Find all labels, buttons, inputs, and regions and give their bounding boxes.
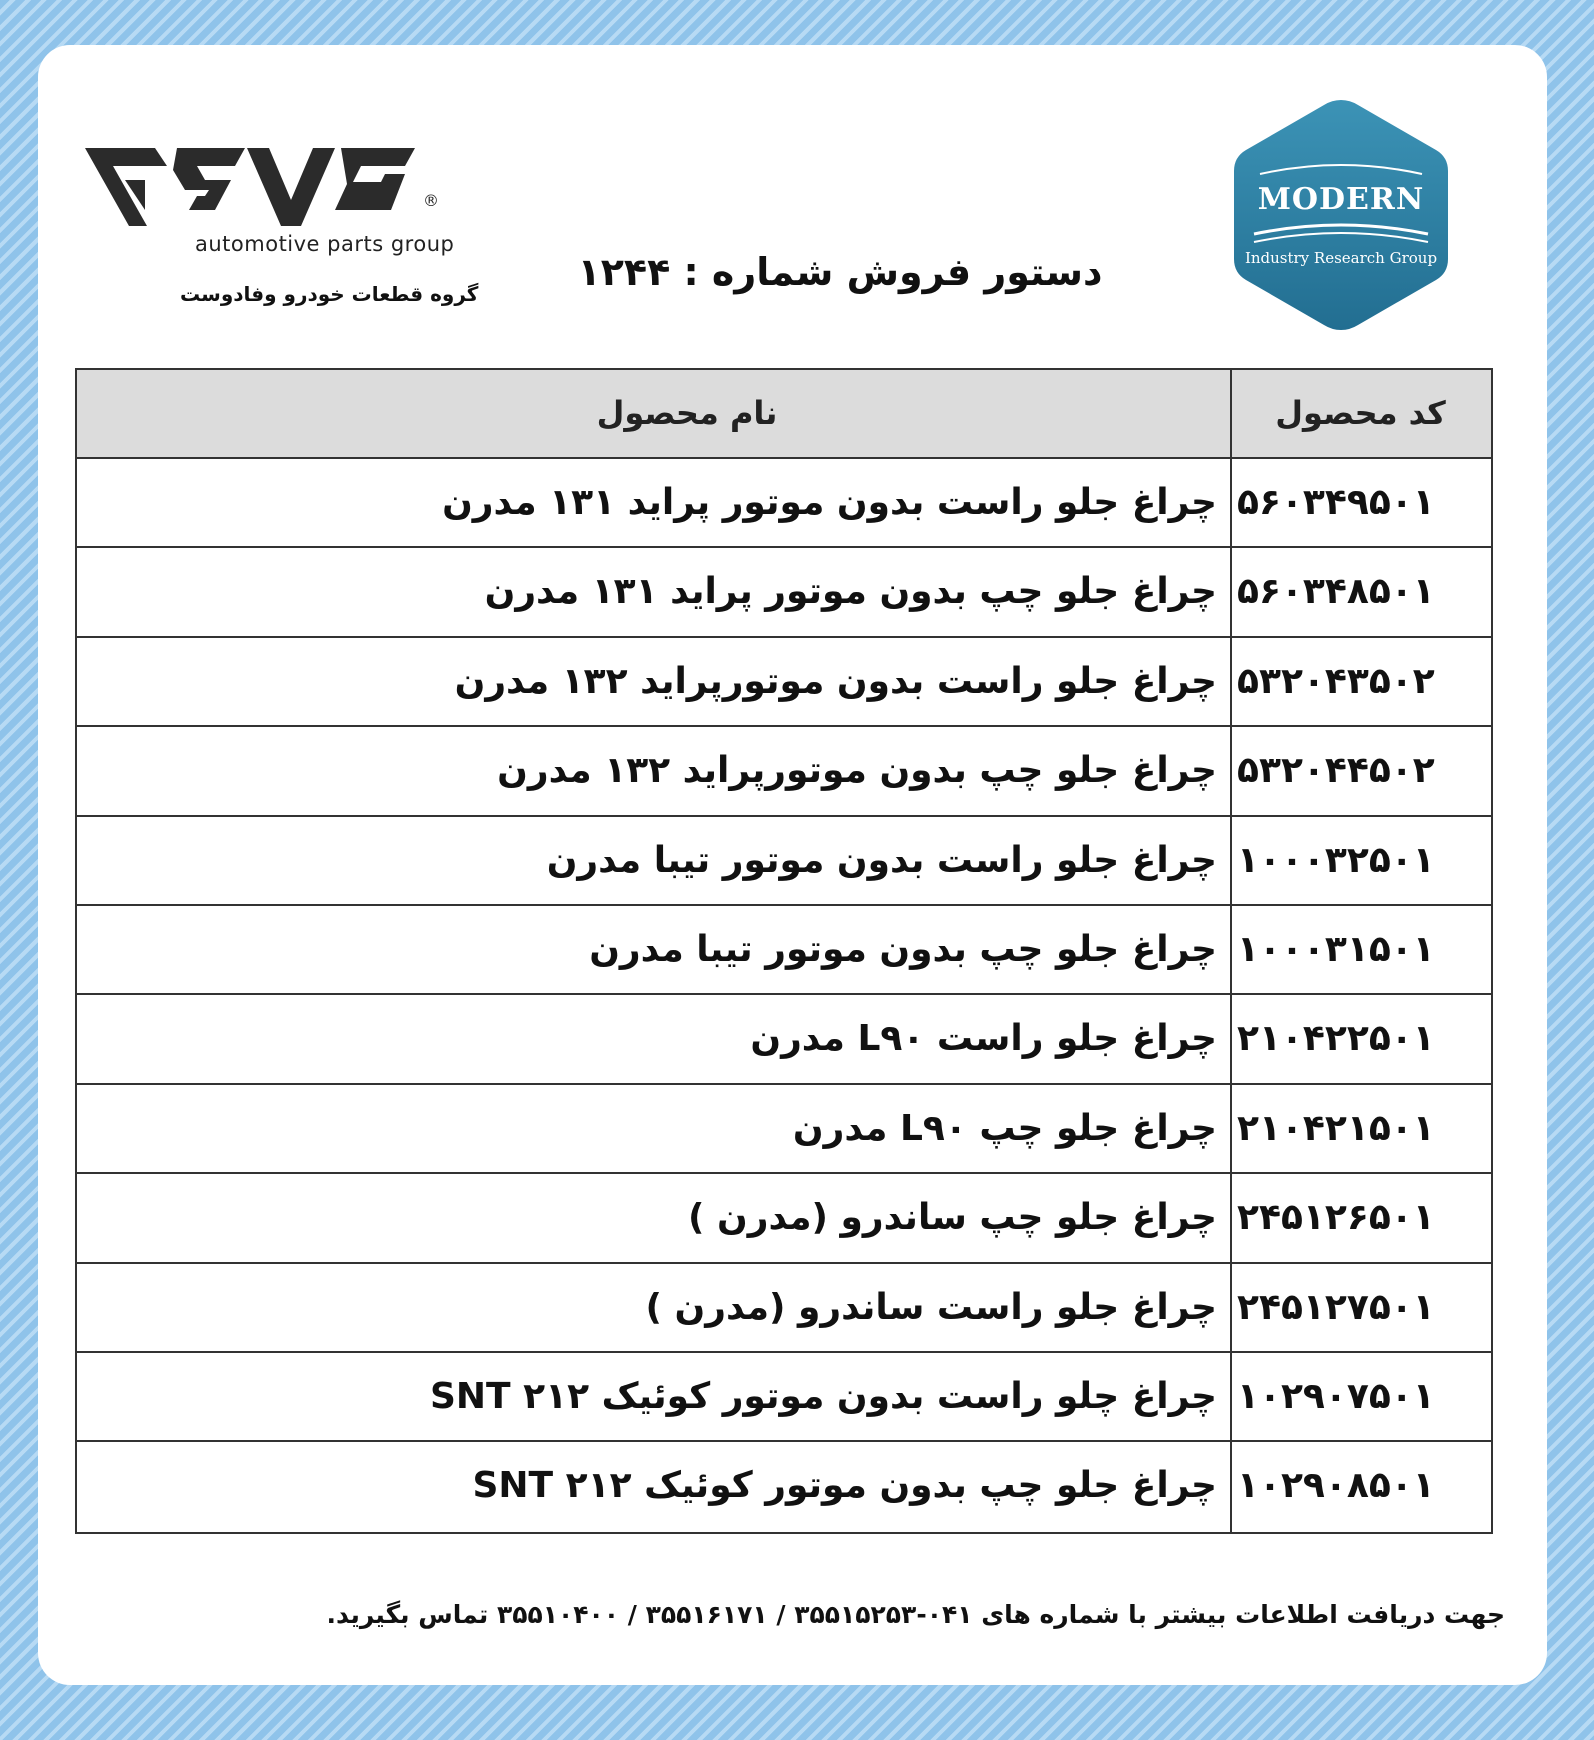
gsvg-english-tagline: automotive parts group (195, 232, 455, 256)
product-name-cell: چراغ جلو چپ ساندرو (مدرن ) (688, 1197, 1217, 1239)
product-name-cell: چراغ جلو چپ بدون موتور تیبا مدرن (589, 928, 1217, 970)
table-body (77, 459, 1491, 1532)
product-name-cell: چراغ جلو راست ساندرو (مدرن ) (645, 1286, 1217, 1328)
product-name-cell: چراغ جلو راست بدون موتور پراید ۱۳۱ مدرن (442, 482, 1217, 523)
product-code-cell: ۲۴۵۱۲۷۵۰۱ (1237, 1286, 1435, 1328)
table-row (77, 1085, 1491, 1174)
product-name-cell: چراغ جلو چپ بدون موتور کوئیک ۲۱۲ SNT (472, 1465, 1217, 1507)
product-code-cell: ۲۱۰۴۲۱۵۰۱ (1237, 1107, 1435, 1149)
product-name-cell: چراغ جلو راست بدون موتورپراید ۱۳۲ مدرن (454, 660, 1217, 702)
gsvg-persian-tagline: گروه قطعات خودرو وفادوست (180, 282, 479, 306)
table-row (77, 1174, 1491, 1263)
contact-footer: جهت دریافت اطلاعات بیشتر با شماره های ۰۴۱-۳۵۵۱۵۲۵۳ / ۳۵۵۱۶۱۷۱ / ۳۵۵۱۰۴۰۰ تماس بگیرید. (326, 1600, 1505, 1629)
modern-logo-title: MODERN (1257, 182, 1425, 217)
product-code-cell: ۱۰۰۰۳۲۵۰۱ (1237, 839, 1435, 881)
product-code-cell: ۲۱۰۴۲۲۵۰۱ (1237, 1018, 1435, 1060)
product-code-cell: ۵۶۰۳۴۹۵۰۱ (1237, 482, 1435, 523)
product-code-cell: ۵۶۰۳۴۸۵۰۱ (1237, 571, 1435, 613)
document-title: دستور فروش شماره : ۱۲۴۴ (577, 250, 1103, 294)
header-product-name: نام محصول (596, 394, 778, 432)
product-name-cell: چراغ جلو راست بدون موتور تیبا مدرن (546, 839, 1217, 881)
product-code-cell: ۱۰۲۹۰۸۵۰۱ (1237, 1465, 1435, 1507)
table-row (77, 1442, 1491, 1531)
product-name-cell: چراغ جلو چپ بدون موتورپراید ۱۳۲ مدرن (497, 750, 1217, 792)
table-row (77, 995, 1491, 1084)
table-row (77, 1264, 1491, 1353)
column-divider (1230, 370, 1232, 1532)
header-product-code: کد محصول (1275, 394, 1446, 432)
table-row (77, 727, 1491, 816)
table-row (77, 459, 1491, 548)
product-code-cell: ۱۰۰۰۳۱۵۰۱ (1237, 928, 1435, 970)
table-row (77, 638, 1491, 727)
product-name-cell: چراغ جلو چپ بدون موتور پراید ۱۳۱ مدرن (484, 571, 1217, 613)
table-row (77, 1353, 1491, 1442)
gsvg-logo-mark (85, 140, 475, 235)
modern-logo (1230, 96, 1452, 334)
table-header-row (77, 370, 1491, 459)
product-code-cell: ۵۳۲۰۴۴۵۰۲ (1237, 750, 1435, 792)
table-row (77, 548, 1491, 637)
product-code-cell: ۲۴۵۱۲۶۵۰۱ (1237, 1197, 1435, 1239)
product-code-cell: ۵۳۲۰۴۳۵۰۲ (1237, 660, 1435, 702)
product-name-cell: چراغ جلو چپ L۹۰ مدرن (792, 1107, 1217, 1149)
product-name-cell: چراغ چلو راست بدون موتور کوئیک ۲۱۲ SNT (429, 1375, 1217, 1417)
gsvg-logo (85, 140, 479, 325)
product-name-cell: چراغ جلو راست L۹۰ مدرن (750, 1018, 1217, 1060)
table-row (77, 817, 1491, 906)
modern-logo-subtitle: Industry Research Group (1244, 249, 1438, 267)
registered-mark: ® (423, 191, 439, 210)
product-code-cell: ۱۰۲۹۰۷۵۰۱ (1237, 1375, 1435, 1417)
table-row (77, 906, 1491, 995)
product-table (75, 368, 1493, 1534)
